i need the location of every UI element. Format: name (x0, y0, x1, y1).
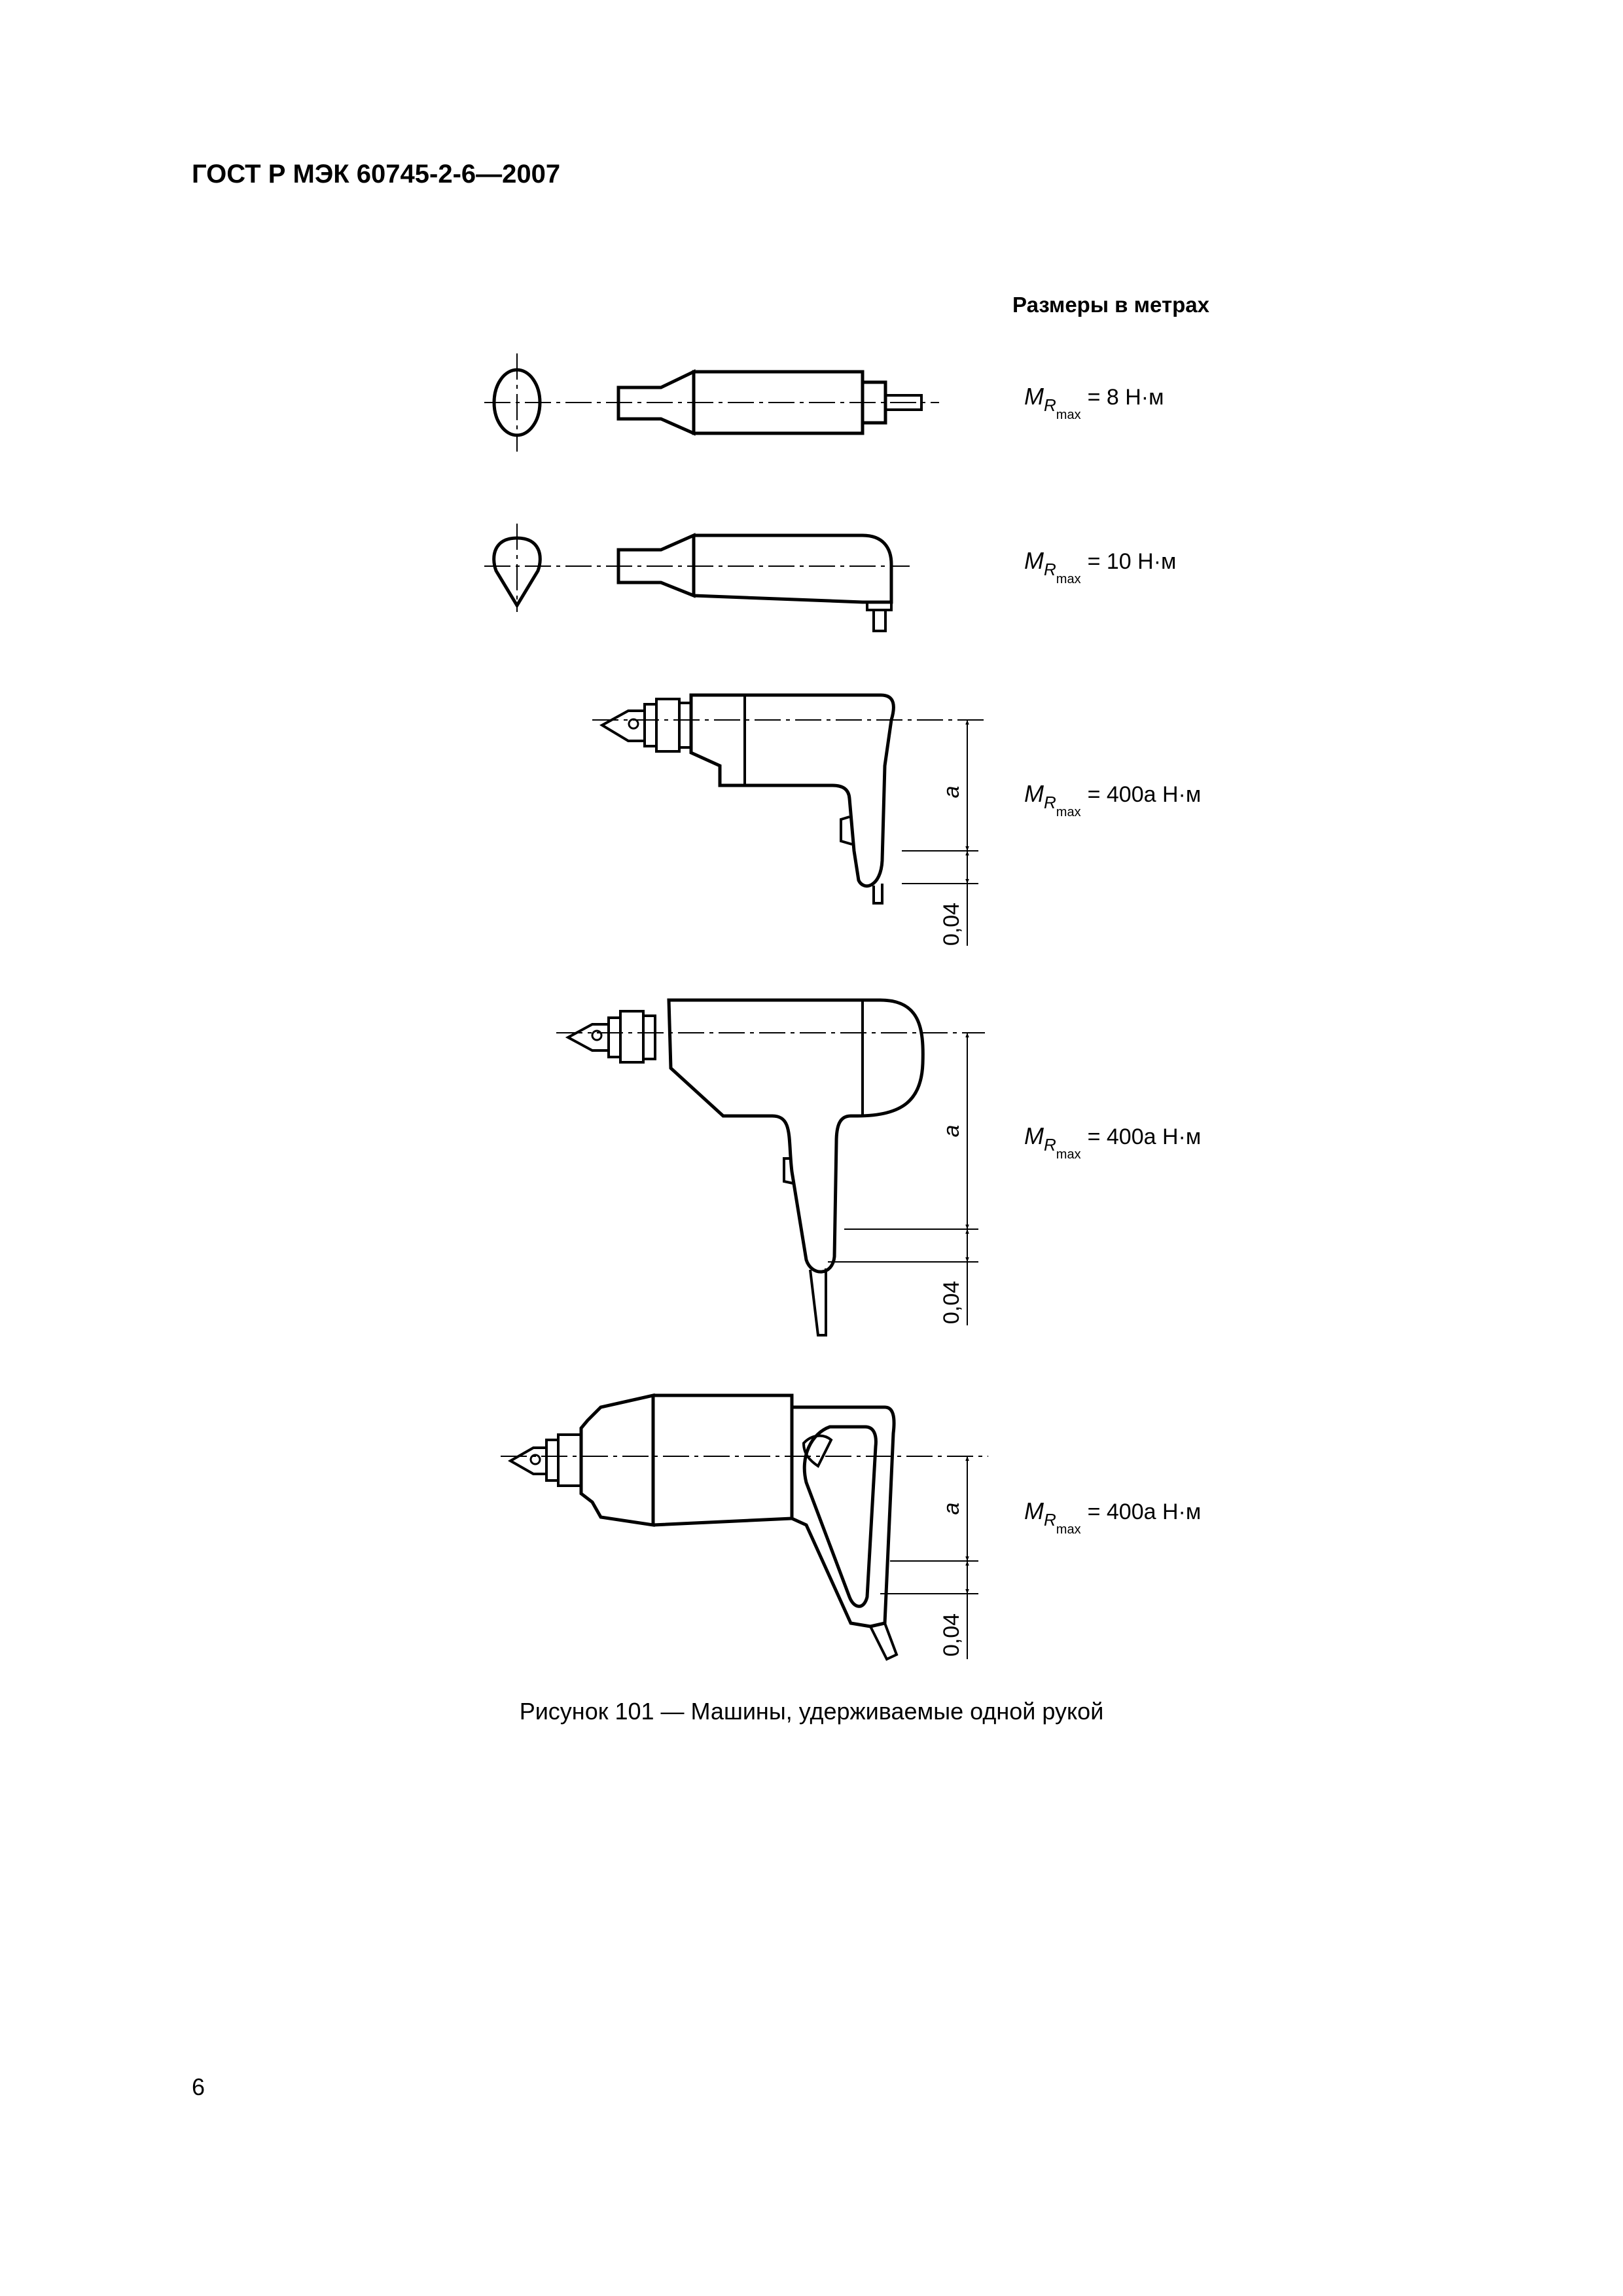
formula-value: = 8 Н·м (1087, 385, 1164, 410)
formula-value: = 400a Н·м (1087, 1124, 1202, 1149)
drill-housing (669, 1000, 923, 1272)
formula-subscript: R (1044, 395, 1056, 415)
formula-subsubscript: max (1056, 408, 1081, 422)
chuck-ring (645, 704, 656, 746)
chuck-collar (643, 1016, 655, 1059)
formula-subscript: R (1044, 793, 1056, 812)
formula-symbol: M (1024, 383, 1044, 410)
dimension-label-offset: 0,04 (939, 1280, 964, 1325)
machine-straight-grinder (484, 353, 939, 452)
dimension-label-a: a (939, 1124, 964, 1138)
machine-loop-handle-drill (501, 1395, 988, 1659)
formula-value: = 400a Н·м (1087, 1499, 1202, 1524)
motor-housing (653, 1395, 792, 1525)
chuck-tip (568, 1024, 609, 1050)
power-cord (810, 1268, 826, 1335)
formula-value: = 10 Н·м (1087, 549, 1177, 574)
machine-angle-grinder (484, 524, 910, 631)
dimension-label-offset: 0,04 (939, 1613, 964, 1657)
handle-bottom (792, 1518, 870, 1626)
dimension-machine-5 (880, 1456, 978, 1659)
dimension-label-a: a (939, 1502, 964, 1515)
dimension-label-a: a (939, 785, 964, 798)
chuck-body (656, 699, 679, 751)
chuck-key-hole (629, 719, 638, 728)
machine-compact-drill (592, 695, 988, 903)
formula-subsubscript: max (1056, 1147, 1081, 1162)
power-cord (870, 1623, 897, 1659)
document-header: ГОСТ Р МЭК 60745-2-6—2007 (192, 160, 561, 188)
formula-symbol: M (1024, 547, 1044, 574)
dimension-machine-3 (902, 720, 978, 946)
formula-symbol: M (1024, 1498, 1044, 1524)
formula-subsubscript: max (1056, 572, 1081, 586)
handle-opening (804, 1427, 876, 1606)
drill-housing (691, 695, 893, 886)
formula-subscript: R (1044, 1510, 1056, 1530)
power-cord-stub (874, 884, 882, 903)
chuck-tip (510, 1448, 546, 1474)
formula-subsubscript: max (1056, 805, 1081, 819)
chuck-ring (546, 1440, 558, 1480)
machine-pistol-drill (556, 1000, 985, 1335)
dimension-label-offset: 0,04 (939, 902, 964, 946)
units-note: Размеры в метрах (1012, 293, 1209, 317)
chuck-body (620, 1011, 643, 1062)
chuck-ring (609, 1018, 620, 1057)
formula-subsubscript: max (1056, 1522, 1081, 1537)
chuck-collar (679, 703, 691, 747)
formula-subscript: R (1044, 560, 1056, 579)
formula-symbol: M (1024, 780, 1044, 807)
dimension-machine-4 (828, 1033, 978, 1325)
page-number: 6 (192, 2073, 205, 2100)
figure-caption: Рисунок 101 — Машины, удерживаемые одной рукой (519, 1698, 1104, 1725)
gear-housing (581, 1395, 653, 1525)
formula-subscript: R (1044, 1135, 1056, 1155)
formula-value: = 400a Н·м (1087, 782, 1202, 807)
grinder-spindle (874, 610, 885, 631)
chuck-body (558, 1435, 581, 1486)
grinder-body (694, 535, 891, 602)
formula-symbol: M (1024, 1122, 1044, 1149)
